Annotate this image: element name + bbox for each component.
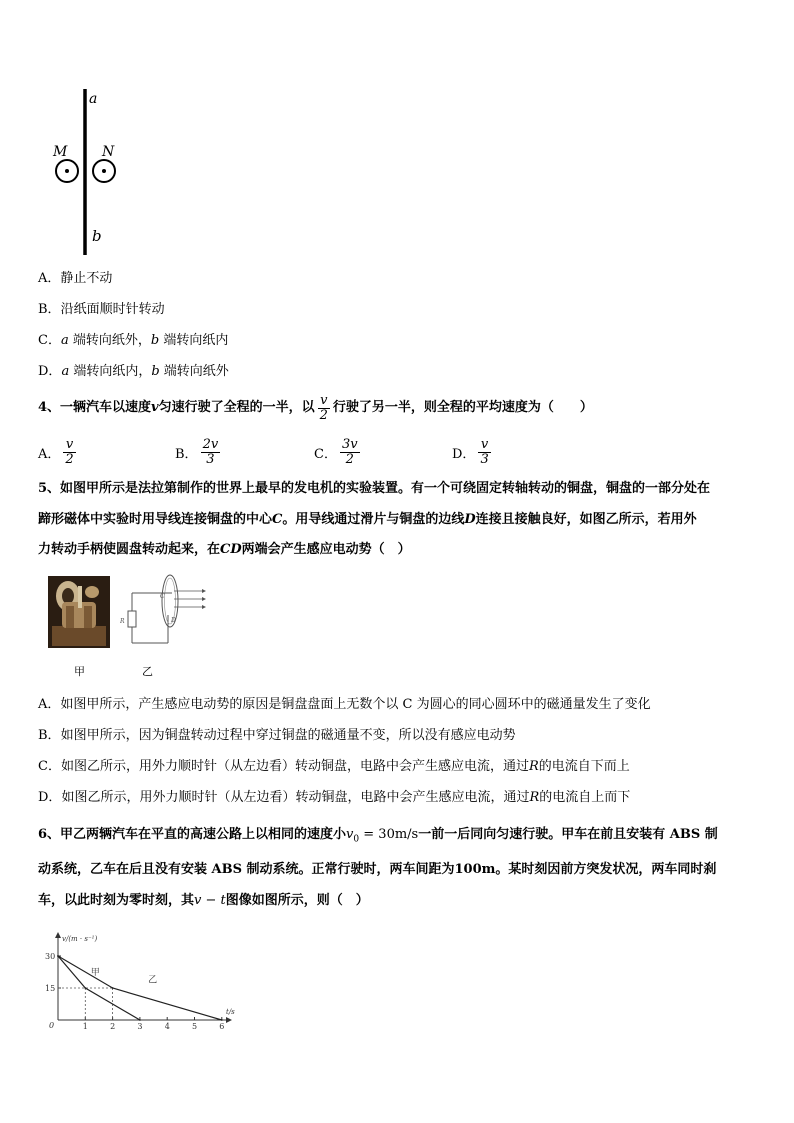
label-a: a	[89, 91, 98, 107]
vt-chart	[36, 930, 246, 1030]
q5-line-2: 蹄形磁体中实验时用导线连接铜盘的中心C。用导线通过滑片与铜盘的边线D连接且接触良好，如图乙所示，若用外	[38, 512, 697, 527]
circuit-diagram	[120, 573, 210, 651]
q4-option-a: A． $\frac{v}{2}$	[38, 436, 74, 467]
y-tick-label: 15	[45, 984, 56, 993]
q5-option-c: C．如图乙所示，用外力顺时针（从左边看）转动铜盘，电路中会产生感应电流，通过R的电流自下而上	[38, 759, 630, 774]
x-tick-label: 6	[219, 1022, 225, 1030]
q5-line-1: 5、如图甲所示是法拉第制作的世界上最早的发电机的实验装置。有一个可绕固定转轴转动的铜盘，铜盘的一部分处在	[38, 481, 711, 496]
wire-circles-figure	[48, 85, 128, 260]
x-tick-label: 4	[164, 1022, 170, 1030]
x-tick-label: 5	[192, 1022, 198, 1030]
q4-option-b: B． $\frac{2v}{3}$	[175, 436, 219, 467]
q3-option-c: C．a 端转向纸外，b 端转向纸内	[38, 333, 229, 348]
q5-option-d: D．如图乙所示，用外力顺时针（从左边看）转动铜盘，电路中会产生感应电流，通过R的电流自上而下	[38, 790, 631, 805]
q4-question: 4、一辆汽车以速度 v 匀速行驶了全程的一半，以 $\frac{v}{2}$ 行驶了另一半，则全程的平均速度为（ ）	[38, 392, 593, 423]
fig-label-yi: 乙	[142, 665, 153, 678]
q6-line-1: 6、甲乙两辆汽车在平直的高速公路上以相同的速度小$v_0 = 30m/s$一前一后同向匀速行驶。甲车在前且安装有 ABS 制	[38, 827, 718, 845]
data-point	[139, 1019, 141, 1021]
q3-option-a: A．静止不动	[38, 271, 113, 286]
q4-option-c: C． $\frac{3v}{2}$	[314, 436, 358, 467]
q6-line-3: 车，以此时刻为零时刻，其v − t图像如图所示，则（ ）	[38, 893, 369, 908]
data-point	[84, 987, 86, 989]
faraday-generator-photo	[48, 576, 110, 648]
label-d: D	[171, 617, 176, 624]
label-c: C	[160, 593, 165, 600]
label-r: R	[120, 618, 125, 625]
q5-line-3: 力转动手柄使圆盘转动起来，在CD两端会产生感应电动势（ ）	[38, 542, 411, 557]
y-tick-label: 30	[45, 952, 56, 961]
data-point	[57, 955, 59, 957]
q4-options	[38, 432, 558, 472]
origin-label: 0	[49, 1021, 55, 1030]
x-axis-label: t/s	[226, 1008, 235, 1016]
x-tick-label: 1	[82, 1022, 88, 1030]
q3-option-b: B．沿纸面顺时针转动	[38, 302, 165, 317]
q4-option-d: D． $\frac{v}{3}$	[452, 436, 489, 467]
label-b: b	[92, 227, 102, 245]
data-point	[112, 987, 114, 989]
y-axis-label: v/(m · s⁻¹)	[62, 935, 98, 943]
x-tick-label: 2	[110, 1022, 116, 1030]
q5-option-b: B．如图甲所示，因为铜盘转动过程中穿过铜盘的磁通量不变，所以没有感应电动势	[38, 728, 516, 743]
resistor	[128, 611, 136, 627]
fig-label-jia: 甲	[74, 665, 85, 678]
q3-option-d: D．a 端转向纸内，b 端转向纸外	[38, 364, 229, 379]
series-label: 乙	[148, 975, 158, 986]
label-n: N	[102, 144, 115, 160]
series-label: 甲	[90, 968, 100, 979]
data-point	[221, 1019, 223, 1021]
q5-option-a: A．如图甲所示，产生感应电动势的原因是铜盘盘面上无数个以 C 为圆心的同心圆环中的磁通量发生了变化	[38, 697, 651, 712]
q6-line-2: 动系统，乙车在后且没有安装 ABS 制动系统。正常行驶时，两车间距为100m。某时刻因前方突发状况，两车同时刹	[38, 862, 717, 877]
x-tick-label: 3	[137, 1022, 143, 1030]
label-m: M	[53, 144, 68, 160]
